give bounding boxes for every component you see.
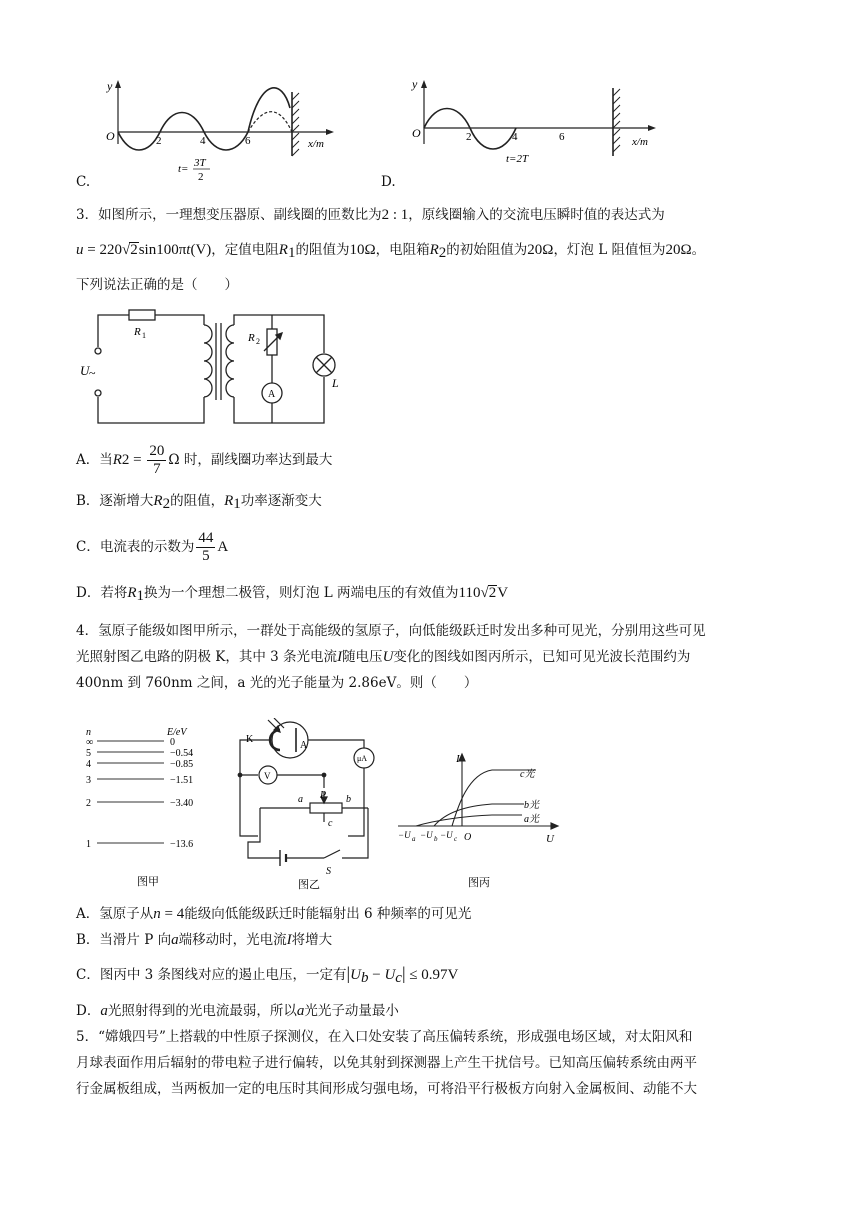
svg-text:c光: c光	[520, 769, 535, 780]
svg-text:−U: −U	[420, 830, 433, 840]
option-c-label: C.	[76, 174, 91, 190]
wave-graph-d	[404, 72, 664, 172]
q3-option-b: B．逐渐增大$R_2$的阻值，$R_1$功率逐渐变大	[76, 493, 322, 512]
q4-option-d: D．a光照射得到的光电流最弱，所以a光光子动量最小	[76, 1003, 399, 1019]
svg-text:V: V	[264, 771, 271, 781]
tick-4: 4	[512, 131, 518, 143]
svg-text:−0.85: −0.85	[170, 759, 194, 770]
energy-level-diagram	[82, 725, 202, 890]
q3-option-c: C．电流表的示数为 $\frac{44}{5}$ A	[76, 529, 229, 564]
tick-6: 6	[559, 131, 565, 143]
svg-text:∞: ∞	[86, 737, 94, 748]
svg-text:c: c	[328, 818, 333, 829]
ammeter-label: A	[268, 389, 276, 400]
svg-text:b: b	[434, 835, 438, 843]
svg-text:n: n	[86, 727, 91, 738]
iu-curve-graph	[396, 752, 566, 890]
svg-text:1: 1	[86, 839, 91, 850]
svg-text:0: 0	[170, 737, 175, 748]
q4-line1: 4．氢原子能级如图甲所示，一群处于高能级的氢原子，向低能级跃迁时发出多种可见光，分别用这些可见	[76, 623, 706, 639]
svg-text:−U: −U	[440, 830, 453, 840]
svg-text:b光: b光	[524, 800, 539, 811]
q3-option-d: D．若将$R_1$换为一个理想二极管，则灯泡 L 两端电压的有效值为110√2V	[76, 585, 509, 604]
q5-line2: 月球表面作用后辐射的带电粒子进行偏转，以免其射到探测器上产生干扰信号。已知高压偏转系统由两平	[76, 1055, 697, 1071]
svg-text:~: ~	[89, 366, 96, 380]
svg-text:2: 2	[256, 337, 260, 346]
svg-text:c: c	[454, 835, 458, 843]
q5-line3: 行金属板组成，当两板加一定的电压时其间形成匀强电场，可将沿平行极板方向射入金属板间、动能不大	[76, 1081, 697, 1097]
tick-4: 4	[200, 135, 206, 147]
caption-bing: 图丙	[468, 877, 490, 889]
x-axis-label: x/m	[632, 136, 648, 148]
svg-text:a: a	[298, 794, 303, 805]
svg-text:5: 5	[86, 748, 91, 759]
svg-text:a: a	[412, 835, 416, 843]
q4-line2: 光照射图乙电路的阴极 K，其中 3 条光电流I随电压U变化的图线如图丙所示，已知可见光波长范围约为	[76, 649, 691, 665]
svg-text:μA: μA	[357, 754, 368, 763]
svg-text:−3.40: −3.40	[170, 798, 194, 809]
svg-text:O: O	[464, 832, 472, 843]
q4-option-c: C．图丙中 3 条图线对应的遏止电压，一定有$|U_b - U_c| \le 0.97V$	[76, 963, 459, 986]
svg-text:a光: a光	[524, 814, 539, 825]
svg-text:3: 3	[86, 775, 91, 786]
tick-6: 6	[245, 135, 251, 147]
photoelectric-circuit	[228, 718, 388, 890]
r2-label: R	[248, 332, 255, 344]
tick-2: 2	[466, 131, 472, 143]
time-label: t=2T	[506, 153, 529, 165]
q3-line2: u = 220√2sin100πt(V)，定值电阻$R_1$的阻值为10Ω，电阻箱$R_2$的初始阻值为20Ω，灯泡 L 阻值恒为20Ω。	[76, 242, 706, 261]
origin-label: O	[106, 129, 115, 143]
svg-text:−1.51: −1.51	[170, 775, 194, 786]
q4-option-b: B．当滑片 P 向a端移动时，光电流I将增大	[76, 932, 333, 948]
y-axis-label: y	[107, 79, 113, 93]
x-axis-label: x/m	[308, 138, 324, 150]
q3-option-a: A．当 R 2 = $\frac{20}{7}$ Ω 时，副线圈功率达到最大	[76, 442, 333, 477]
time-num: 3T	[194, 157, 206, 169]
y-axis-label: y	[412, 77, 418, 91]
svg-text:−13.6: −13.6	[170, 839, 194, 850]
ac-source-label: U	[80, 363, 90, 378]
time-den: 2	[198, 171, 204, 183]
option-d-label: D.	[381, 174, 396, 190]
transformer-circuit	[74, 305, 354, 431]
svg-text:4: 4	[86, 759, 91, 770]
q3-line1: 3．如图所示，一理想变压器原、副线圈的匝数比为2 : 1，原线圈输入的交流电压瞬时值的表达式为	[76, 207, 665, 223]
svg-text:−U: −U	[398, 830, 411, 840]
origin-label: O	[412, 126, 421, 140]
svg-text:S: S	[326, 866, 331, 877]
r1-label: R	[134, 326, 141, 338]
time-label: t=	[178, 163, 189, 175]
wave-graph-c	[100, 72, 340, 190]
svg-text:I: I	[456, 753, 460, 765]
q5-line1: 5．“嫦娥四号”上搭载的中性原子探测仪，在入口处安装了高压偏转系统，形成强电场区域，对太阳风和	[76, 1029, 693, 1045]
svg-text:U: U	[546, 833, 554, 845]
svg-text:K: K	[246, 734, 254, 745]
caption-yi: 图乙	[298, 879, 320, 890]
q4-option-a: A．氢原子从n = 4能级向低能级跃迁时能辐射出 6 种频率的可见光	[76, 906, 472, 922]
q4-line3: 400nm 到 760nm 之间，a 光的光子能量为 2.86eV。则（ ）	[76, 675, 478, 691]
svg-text:E/eV: E/eV	[167, 727, 187, 738]
svg-text:P: P	[320, 790, 327, 801]
lamp-label: L	[332, 376, 339, 390]
svg-text:2: 2	[86, 798, 91, 809]
svg-text:b: b	[346, 794, 351, 805]
svg-text:A: A	[300, 740, 308, 751]
tick-2: 2	[156, 135, 162, 147]
q3-line3: 下列说法正确的是（ ）	[76, 277, 238, 293]
svg-text:−0.54: −0.54	[170, 748, 194, 759]
svg-text:1: 1	[142, 331, 146, 340]
caption-jia: 图甲	[137, 876, 159, 888]
